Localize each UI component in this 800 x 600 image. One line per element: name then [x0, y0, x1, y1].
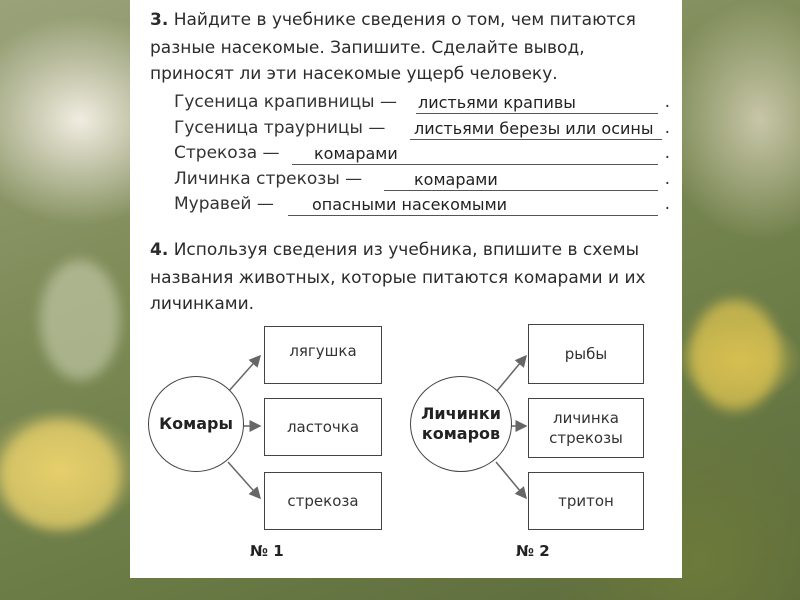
answer-text: комарами: [414, 170, 498, 189]
scheme2-box-text: тритон: [558, 492, 614, 510]
task3-number: 3.: [150, 10, 169, 30]
task3-text-line2: разные насекомые. Запишите. Сделайте вывод,: [150, 38, 585, 58]
scheme2-box: [528, 472, 644, 530]
scheme2-center-line1: Личинки: [421, 404, 501, 423]
scheme1-center-circle: [148, 376, 244, 472]
arrow: [228, 356, 260, 392]
answer-row-label: Гусеница крапивницы —: [174, 92, 398, 112]
answer-text: комарами: [314, 144, 398, 163]
worksheet-page: [130, 0, 682, 578]
task4-number: 4.: [150, 240, 169, 260]
row-end-dot: .: [664, 143, 670, 163]
task4-text-line2: названия животных, которые питаются комарами и их: [150, 268, 646, 288]
scheme1-box: [264, 472, 382, 530]
answer-text: листьями березы или осины: [414, 119, 654, 138]
row-end-dot: .: [664, 92, 670, 112]
scheme2-number: № 2: [516, 542, 550, 560]
scheme1-center-label: Комары: [159, 414, 233, 433]
scheme1-box-text: стрекоза: [287, 492, 359, 510]
task3-text-line3: приносят ли эти насекомые ущерб человеку.: [150, 64, 558, 84]
scheme2-center-label: [421, 404, 501, 444]
scheme1-box-text: ласточка: [286, 418, 360, 436]
answer-text: листьями крапивы: [418, 93, 576, 112]
answer-text: опасными насекомыми: [312, 195, 508, 214]
arrow: [496, 356, 526, 392]
scheme2-center-line2: комаров: [421, 424, 501, 443]
scheme2-center-circle: [410, 376, 512, 472]
task3-text-line1: Найдите в учебнике сведения о том, чем питаются: [173, 10, 636, 30]
scheme2-box: [528, 398, 644, 458]
row-end-dot: .: [664, 194, 670, 214]
scheme2-box-text: рыбы: [564, 345, 608, 363]
scheme2-box-text: личинка стрекозы: [549, 409, 623, 447]
scheme1-box-text: лягушка: [289, 342, 357, 360]
task4-text-line1: Используя сведения из учебника, впишите в схемы: [173, 240, 640, 260]
row-end-dot: .: [664, 118, 670, 138]
answer-row-label: Стрекоза —: [174, 143, 280, 163]
scheme1-number: № 1: [250, 542, 284, 560]
scheme2-box: [528, 324, 644, 384]
row-end-dot: .: [664, 169, 670, 189]
background-blur: [690, 300, 780, 410]
answer-row-label: Муравей —: [174, 194, 274, 214]
answer-row-label: Гусеница траурницы —: [174, 118, 386, 138]
background-blur: [0, 420, 120, 530]
answer-row-label: Личинка стрекозы —: [174, 169, 363, 189]
background-blur: [40, 260, 120, 380]
arrow: [496, 462, 526, 498]
scheme1-box: [264, 398, 382, 456]
task4-text-line3: личинками.: [150, 294, 255, 314]
arrow: [228, 462, 260, 498]
scheme1-box: [264, 326, 382, 384]
